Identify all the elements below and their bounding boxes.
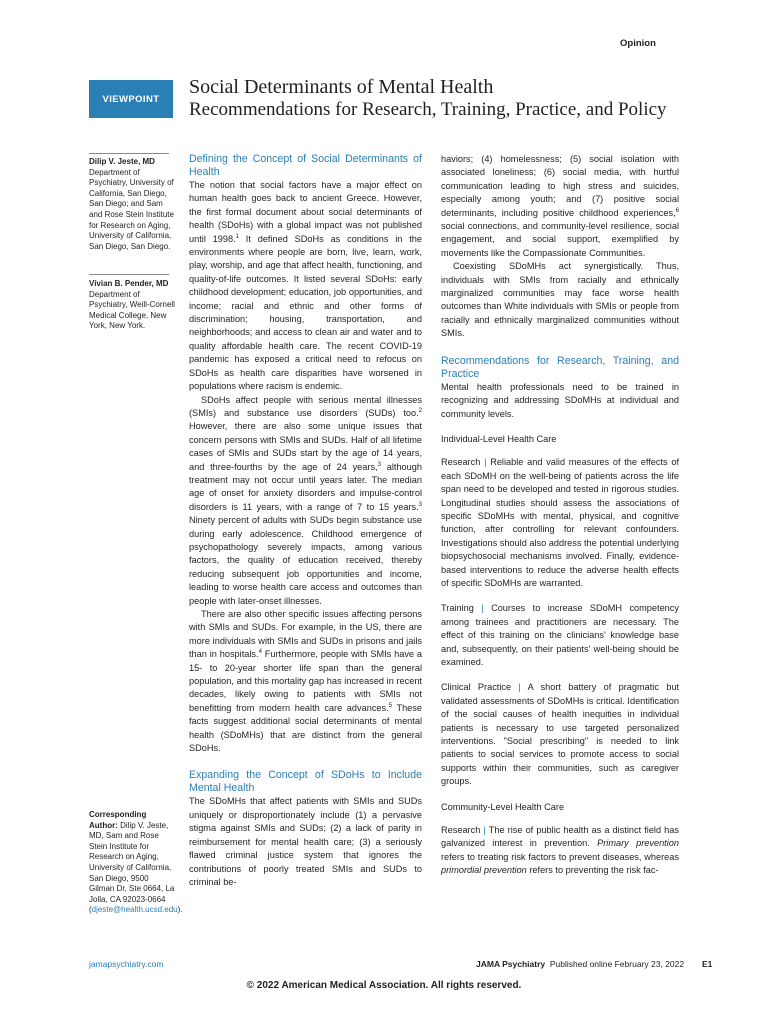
paragraph: Research | The rise of public health as a distinct field has galvanized interest in prevention. Primary prevention refers to treating risk factors to prevent diseases, whereas primordial prevention refers to preventing the risk fac- bbox=[441, 825, 679, 876]
author-affiliation: Department of Psychiatry, University of California, San Diego, San Diego; and Sam and Rose Stein Institute for Research on Aging, University of California, San Diego, San Diego. bbox=[89, 167, 174, 251]
paragraph: Clinical Practice | A short battery of pragmatic but validated assessments of SDoMHs is critical. Identification of the social causes of health inequities in individual patients is necessary to use targeted personalized interventions. "Social prescribing" is needed to link patients to social services to promote access to social supports within their communities, such as caregiver groups. bbox=[441, 682, 680, 787]
paragraph: Coexisting SDoMHs act synergistically. Thus, individuals with SMIs from racially and ethnically marginalized communities may face worse health outcomes than White individuals with SMIs or people from racially and ethnically marginalized communities without SMIs. bbox=[441, 261, 679, 339]
page-number: E1 bbox=[702, 959, 713, 969]
author-divider bbox=[89, 153, 169, 154]
copyright-notice: © 2022 American Medical Association. All rights reserved. bbox=[246, 980, 522, 991]
journal-site-link[interactable]: jamapsychiatry.com bbox=[89, 959, 164, 969]
paragraph: The SDoMHs that affect patients with SMIs and SUDs uniquely or disproportionately include (1) a pervasive stigma against SMIs and SUDs; (2) a lack of parity in reimbursement for mental health care; (3) a seriously flawed criminal justice system that ignores the contributions of poorly treated SMIs and SUDs to criminal be- bbox=[189, 796, 422, 887]
article-title: Social Determinants of Mental Health bbox=[189, 76, 494, 98]
article-subtitle: Recommendations for Research, Training, Practice, and Policy bbox=[189, 99, 667, 120]
body-column-left bbox=[189, 153, 422, 889]
author-block bbox=[89, 279, 175, 332]
author-name: Vivian B. Pender, MD bbox=[89, 279, 169, 288]
paragraph: Research | Reliable and valid measures of the effects of each SDoMH on the well-being of patients across the life span need to be developed and tested in rigorous studies. Longitudinal studies should assess the associations of specific SDoMHs with mental, physical, and cognitive function, after controlling for relevant confounders. Investigations should also address the potential underlying biopsychosocial mechanisms involved. Finally, evidence-based interventions to reduce the adverse health effects of specific SDoMHs are warranted. bbox=[441, 457, 680, 588]
body-column-right bbox=[441, 153, 679, 878]
section-heading: Expanding the Concept of SDoHs to Include Mental Health bbox=[189, 769, 422, 795]
paragraph: The notion that social factors have a major effect on human health goes back to ancient Greece. However, the first formal document about social determinants of health (SDoHs) with a global impact was not published until 1998.$^1$ It defined SDoHs as conditions in the environments where people are born, live, learn, work, play, worship, and age that affect health, functioning, and quality-of-life outcomes. It listed several SDoHs: early childhood development; education, job opportunities, and income; racial and ethnic and other forms of discrimination; housing, transportation, and neighborhoods; and access to clean air and water and to quality affordable health care. The recent COVID-19 pandemic has exposed a critical need to refocus on SDoHs as health care disparities have worsened in populations where racism is endemic. bbox=[189, 180, 422, 392]
author-name: Dilip V. Jeste, MD bbox=[89, 157, 155, 166]
paragraph: Training | Courses to increase SDoMH competency among trainees and practitioners are necessary. The effect of this training on the clinicians' knowledge base and, subsequently, on their patients' well-being should be examined. bbox=[441, 603, 679, 667]
subsection-heading: Community-Level Health Care bbox=[441, 801, 565, 812]
subsection-heading: Individual-Level Health Care bbox=[441, 433, 557, 444]
paragraph: SDoHs affect people with serious mental illnesses (SMIs) and substance use disorders (SUDs) too.$^2$ However, there are also some unique issues that concern persons with SMIs and SUDs. Half of all lifetime cases of SMIs and SUDs start by the age of 14 years, and three-fourths by the age of 24 years,$^3$ although treatment may not occur until years later. The median age of onset for anxiety disorders and impulse-control disorders is 11 years, with a range of 7 to 15 years.$^3$ Ninety percent of adults with SUDs begin substance use during early adolescence. Childhood emergence of psychopathology severely impacts, among various factors, the quality of education received, thereby reducing subsequent job opportunities and income, leading to worse health care access and outcomes than people with later-onset illnesses. bbox=[189, 394, 422, 606]
section-heading: Defining the Concept of Social Determinants of Health bbox=[189, 153, 422, 178]
author-affiliation: Department of Psychiatry, Weill-Cornell Medical College, New York, New York. bbox=[89, 289, 175, 331]
paragraph: haviors; (4) homelessness; (5) social isolation with associated loneliness; (6) social media, with hurtful communication leading to high stress and suicides, especially among youth; and (7) positive social determinants, including positive childhood experiences,$^6$ social connections, and community-level resilience, social engagement, and social support, exemplified by movements like the Compassionate Communities. bbox=[441, 154, 679, 258]
viewpoint-badge: VIEWPOINT bbox=[89, 80, 173, 118]
corresponding-text: Dilip V. Jeste, MD, Sam and Rose Stein Institute for Research on Aging, University of California, San Diego, 9500 Gilman Dr, Ste 0664, La Jolla, CA 92023-0664 ( bbox=[89, 820, 175, 915]
author-block bbox=[89, 157, 175, 252]
section-heading: Recommendations for Research, Training, and Practice bbox=[441, 354, 679, 380]
journal-info: JAMA Psychiatry Published online February 23, 2022 bbox=[476, 959, 685, 969]
paragraph: There are also other specific issues affecting persons with SMIs and SUDs. For example, in the US, there are more individuals with SMIs and SUDs in prisons and jails than in hospitals.$^4$ Furthermore, people with SMIs have a 15- to 20-year shorter life span than the general population, and this mortality gap has increased in recent decades, likely owing to patients with SMIs not benefitting from modern health care advances.$^5$ These facts suggest additional social determinants of mental health (SDoMHs) that are distinct from the general SDoHs. bbox=[189, 609, 422, 754]
section-label: Opinion bbox=[620, 38, 656, 49]
corresponding-label: Corresponding Author: bbox=[89, 810, 147, 830]
author-divider bbox=[89, 274, 169, 275]
corresponding-email-link[interactable]: djeste@health.ucsd.edu bbox=[91, 905, 178, 915]
corresponding-author: Corresponding Author: Dilip V. Jeste, MD, Sam and Rose Stein Institute for Research on Aging, University of California, San Diego, 9500 Gilman Dr, Ste 0664, La Jolla, CA 92023-0664 (djeste@health.ucsd.edu). bbox=[89, 810, 183, 915]
paragraph: Mental health professionals need to be trained in recognizing and addressing SDoMHs at individual and community levels. bbox=[441, 381, 679, 419]
